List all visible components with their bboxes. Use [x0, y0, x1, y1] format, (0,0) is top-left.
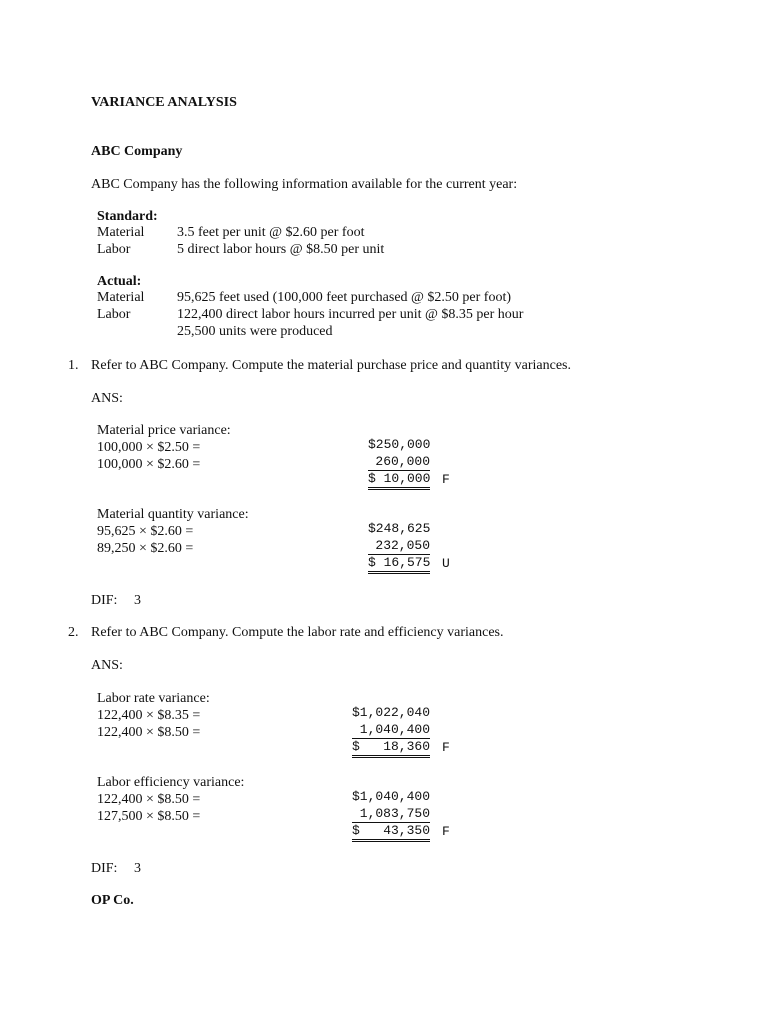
intro-text: ABC Company has the following information available for the current year: [91, 177, 518, 192]
question-2-dif-value: 3 [134, 861, 141, 876]
standard-material-text: 3.5 feet per unit @ $2.60 per foot [177, 225, 365, 240]
labor-efficiency-amount-2: 1,083,750 [352, 805, 430, 823]
question-2-ans-label: ANS: [91, 658, 123, 673]
material-quantity-line-2: 89,250 × $2.60 = [97, 541, 194, 556]
question-2-number: 2. [68, 625, 79, 640]
labor-rate-line-2: 122,400 × $8.50 = [97, 725, 201, 740]
actual-material-label: Material [97, 290, 145, 305]
question-1-dif-label: DIF: [91, 593, 118, 608]
question-1-dif-value: 3 [134, 593, 141, 608]
labor-rate-variance [352, 738, 430, 758]
labor-efficiency-variance [352, 822, 430, 842]
actual-material-text: 95,625 feet used (100,000 feet purchased @ $2.50 per foot) [177, 290, 512, 305]
material-price-line-2: 100,000 × $2.60 = [97, 457, 201, 472]
question-2-text: Refer to ABC Company. Compute the labor rate and efficiency variances. [91, 625, 504, 640]
labor-rate-heading: Labor rate variance: [97, 691, 210, 706]
material-price-amount-1: $250,000 [368, 437, 431, 452]
actual-labor-text: 122,400 direct labor hours incurred per unit @ $8.35 per hour [177, 307, 524, 322]
material-quantity-variance: $ 16,575 [368, 554, 430, 574]
question-1-text: Refer to ABC Company. Compute the material purchase price and quantity variances. [91, 358, 572, 373]
material-price-variance: $ 10,000 [368, 470, 430, 490]
labor-efficiency-variance-symbol: $ [352, 823, 360, 838]
standard-labor-label: Labor [97, 242, 131, 257]
material-quantity-amount-2: 232,050 [368, 537, 430, 555]
standard-heading: Standard: [97, 209, 158, 224]
question-2-dif-label: DIF: [91, 861, 118, 876]
labor-efficiency-flag: F [442, 824, 450, 839]
company-heading: ABC Company [91, 144, 183, 159]
actual-labor-label: Labor [97, 307, 131, 322]
labor-rate-line-1: 122,400 × $8.35 = [97, 708, 201, 723]
standard-material-label: Material [97, 225, 145, 240]
labor-efficiency-heading: Labor efficiency variance: [97, 775, 245, 790]
actual-heading: Actual: [97, 274, 142, 289]
material-price-heading: Material price variance: [97, 423, 231, 438]
document-title: VARIANCE ANALYSIS [91, 95, 237, 110]
material-price-amount-2: 260,000 [368, 453, 430, 471]
labor-efficiency-variance-value: 43,350 [383, 823, 430, 838]
labor-efficiency-line-2: 127,500 × $8.50 = [97, 809, 201, 824]
labor-efficiency-amount-1: $1,040,400 [352, 789, 431, 804]
material-quantity-heading: Material quantity variance: [97, 507, 249, 522]
material-price-flag: F [442, 472, 450, 487]
labor-rate-amount-2: 1,040,400 [352, 721, 430, 739]
question-1-ans-label: ANS: [91, 391, 123, 406]
material-quantity-flag: U [442, 556, 450, 571]
next-company-heading: OP Co. [91, 893, 134, 908]
labor-rate-variance-symbol: $ [352, 739, 360, 754]
actual-units-text: 25,500 units were produced [177, 324, 333, 339]
standard-labor-text: 5 direct labor hours @ $8.50 per unit [177, 242, 385, 257]
labor-efficiency-line-1: 122,400 × $8.50 = [97, 792, 201, 807]
material-quantity-line-1: 95,625 × $2.60 = [97, 524, 194, 539]
material-quantity-amount-1: $248,625 [368, 521, 431, 536]
question-1-number: 1. [68, 358, 79, 373]
labor-rate-flag: F [442, 740, 450, 755]
labor-rate-amount-1: $1,022,040 [352, 705, 431, 720]
labor-rate-variance-value: 18,360 [383, 739, 430, 754]
material-price-line-1: 100,000 × $2.50 = [97, 440, 201, 455]
